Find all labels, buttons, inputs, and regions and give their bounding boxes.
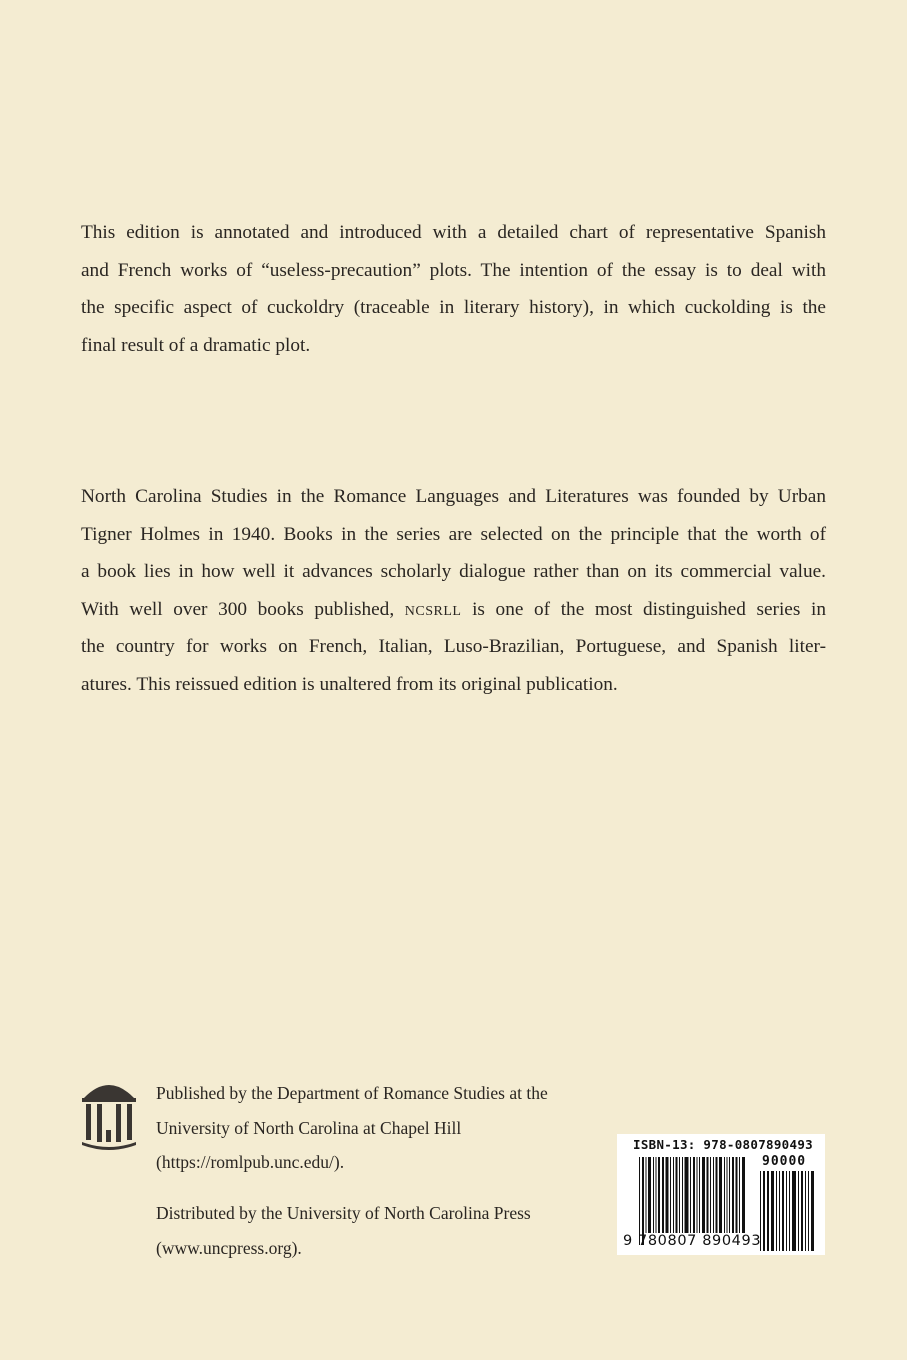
barcode-bar	[662, 1157, 664, 1233]
text-segment: is one of the most distinguished series in	[461, 598, 826, 620]
text-line: Distributed by the University of North Carolina Press	[156, 1203, 531, 1223]
barcode-bar	[805, 1171, 806, 1251]
barcode-bar	[710, 1157, 711, 1233]
barcode-bar	[776, 1171, 777, 1251]
text-line: North Carolina Studies in the Romance Languages and Literatures was founded by Urban	[81, 486, 826, 507]
old-well-icon	[80, 1078, 138, 1150]
text-line: a book lies in how well it advances scholarly dialogue rather than on its commercial value.	[81, 561, 826, 582]
barcode-bar	[702, 1157, 705, 1233]
barcode-bar	[801, 1171, 803, 1251]
barcode-bar	[724, 1157, 725, 1233]
isbn-label: ISBN-13: 978-0807890493	[633, 1137, 813, 1152]
barcode-bar	[782, 1171, 784, 1251]
barcode-bar	[739, 1157, 740, 1233]
published-by	[156, 1076, 548, 1180]
text-line: Tigner Holmes in 1940. Books in the series are selected on the principle that the worth of	[81, 523, 826, 545]
barcode-bar	[771, 1171, 774, 1251]
addon-number: 90000	[762, 1154, 807, 1169]
barcode-bar	[656, 1157, 657, 1233]
barcode-bar	[798, 1171, 799, 1251]
barcode-bar	[682, 1157, 683, 1233]
text-line: University of North Carolina at Chapel Hill	[156, 1117, 462, 1138]
description-paragraph	[81, 214, 826, 364]
barcode-bar	[763, 1171, 765, 1251]
distributed-by	[156, 1196, 531, 1265]
text-line: atures. This reissued edition is unaltered from its original publication.	[81, 673, 618, 695]
barcode-bar	[716, 1157, 718, 1233]
barcode-bar	[697, 1157, 698, 1233]
text-line: final result of a dramatic plot.	[81, 334, 311, 356]
barcode-bar	[727, 1157, 728, 1233]
barcode-bar	[679, 1157, 680, 1233]
barcode-bar	[685, 1157, 689, 1233]
barcode-bar	[779, 1171, 780, 1251]
text-line: Published by the Department of Romance Studies at the	[156, 1083, 548, 1103]
barcode-bar	[666, 1157, 669, 1233]
text-line	[81, 591, 826, 629]
barcode-bar	[808, 1171, 809, 1251]
barcode-bar	[676, 1157, 678, 1233]
barcode-bar	[642, 1157, 644, 1245]
barcode-bar	[789, 1171, 790, 1251]
ean-number: 9 780807 890493	[623, 1233, 762, 1249]
barcode-bar	[729, 1157, 730, 1233]
barcode-bar	[646, 1157, 647, 1233]
barcode-bar	[767, 1171, 769, 1251]
barcode-bar	[648, 1157, 651, 1233]
barcode-bar	[673, 1157, 674, 1233]
isbn-barcode	[617, 1134, 825, 1255]
barcode-bar	[736, 1157, 738, 1233]
series-paragraph	[81, 478, 826, 703]
barcode-bar	[707, 1157, 709, 1233]
barcode-bar	[653, 1157, 654, 1233]
text-line: the country for works on French, Italian, Luso-Brazilian, Portuguese, and Spanish liter-	[81, 636, 826, 657]
text-line: the specific aspect of cuckoldry (traceable in literary history), in which cuckolding is the	[81, 297, 826, 318]
barcode-bar	[713, 1157, 714, 1233]
barcode-bar	[742, 1157, 745, 1233]
series-abbreviation: ncsrll	[404, 598, 462, 620]
barcode-bar	[670, 1157, 671, 1233]
barcode-bar	[658, 1157, 660, 1233]
text-line: This edition is annotated and introduced with a detailed chart of representative Spanish	[81, 222, 826, 243]
text-line: (https://romlpub.unc.edu/).	[156, 1152, 345, 1172]
barcode-bar	[792, 1171, 796, 1251]
barcode-bar	[786, 1171, 787, 1251]
barcode-bar	[811, 1171, 814, 1251]
text-line: and French works of “useless-precaution” plots. The intention of the essay is to deal with	[81, 259, 826, 281]
text-line: (www.uncpress.org).	[156, 1237, 302, 1258]
barcode-bar	[639, 1157, 640, 1245]
barcode-bar	[732, 1157, 734, 1233]
barcode-bar	[699, 1157, 700, 1233]
barcode-bar	[690, 1157, 691, 1233]
barcode-bar	[719, 1157, 722, 1233]
barcode-bar	[693, 1157, 695, 1233]
text-segment: With well over 300 books published,	[81, 598, 405, 620]
